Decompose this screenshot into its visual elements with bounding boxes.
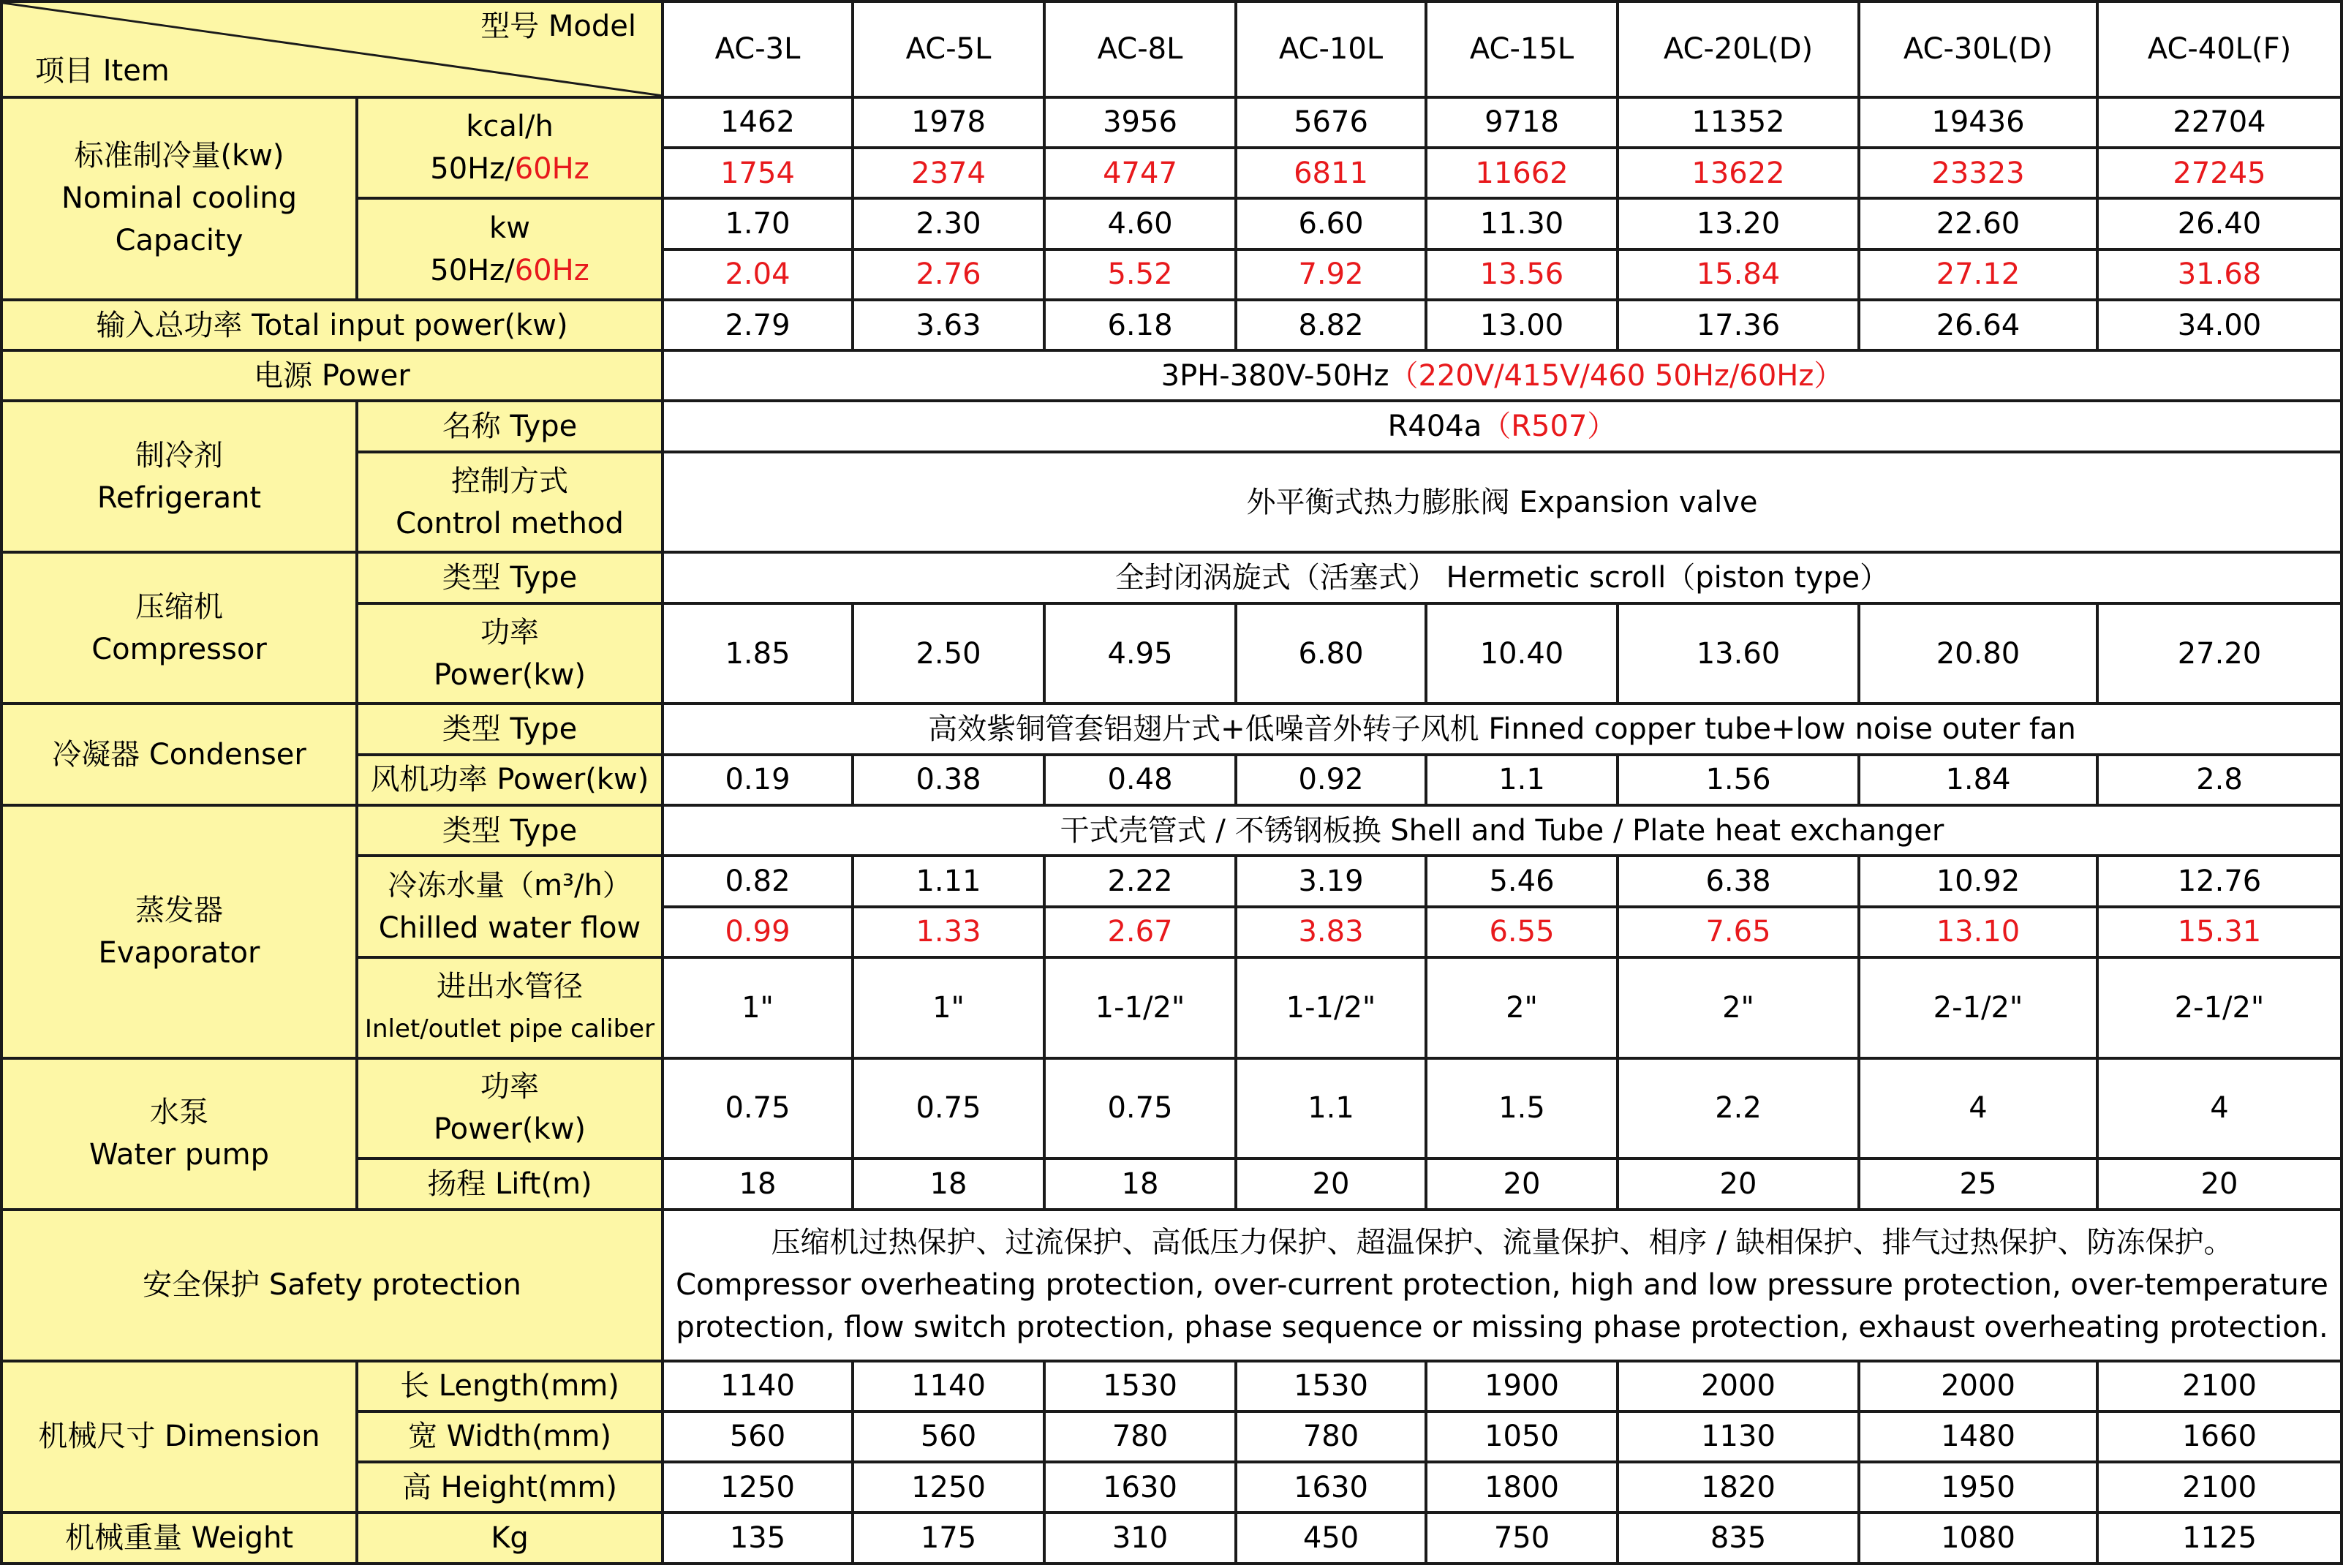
model-header-label: 型号 Model [480,10,636,43]
table-cell: 6.60 [1236,198,1426,249]
table-cell: 2-1/2" [2097,957,2342,1058]
weight-unit: Kg [357,1512,663,1564]
table-cell: 1" [663,957,853,1058]
table-cell: 2.67 [1044,907,1236,957]
table-cell: 1.84 [1859,755,2097,805]
condenser-label: 冷凝器 Condenser [1,704,357,805]
table-cell: 8.82 [1236,300,1426,350]
safety-label: 安全保护 Safety protection [1,1210,663,1361]
table-cell: 1660 [2097,1411,2342,1462]
table-cell: 23323 [1859,148,2097,198]
kw-unit-label: kw 50Hz/60Hz [357,198,663,300]
table-cell: 6.80 [1236,603,1426,704]
table-cell: 6.38 [1618,856,1859,906]
table-cell: 2.2 [1618,1058,1859,1159]
table-cell: 1820 [1618,1462,1859,1512]
table-cell: 20 [1618,1158,1859,1209]
table-cell: 2" [1426,957,1618,1058]
table-cell: 1140 [663,1361,853,1411]
table-cell: 780 [1044,1411,1236,1462]
table-cell: 3.19 [1236,856,1426,906]
table-cell: 13.00 [1426,300,1618,350]
power-value: 3PH-380V-50Hz（220V/415V/460 50Hz/60Hz） [663,350,2342,401]
table-cell: 2.8 [2097,755,2342,805]
table-cell: 1-1/2" [1044,957,1236,1058]
table-cell: 10.40 [1426,603,1618,704]
table-cell: 0.92 [1236,755,1426,805]
fan-power-label: 风机功率 Power(kw) [357,755,663,805]
table-cell: 1530 [1044,1361,1236,1411]
table-cell: 835 [1618,1512,1859,1564]
table-cell: 560 [663,1411,853,1462]
table-cell: 7.65 [1618,907,1859,957]
model-cell: AC-3L [663,1,853,97]
table-cell: 2-1/2" [1859,957,2097,1058]
kcal-unit-label: kcal/h 50Hz/60Hz [357,97,663,199]
table-cell: 20 [1236,1158,1426,1209]
model-cell: AC-40L(F) [2097,1,2342,97]
table-cell: 2.79 [663,300,853,350]
table-cell: 3.63 [853,300,1044,350]
table-cell: 1.33 [853,907,1044,957]
water-pump-label: 水泵 Water pump [1,1058,357,1210]
table-cell: 13622 [1618,148,1859,198]
table-cell: 1250 [663,1462,853,1512]
height-label: 高 Height(mm) [357,1462,663,1512]
table-cell: 27.12 [1859,249,2097,300]
compressor-power-label: 功率 Power(kw) [357,603,663,704]
table-cell: 1480 [1859,1411,2097,1462]
model-cell: AC-8L [1044,1,1236,97]
table-cell: 2.04 [663,249,853,300]
table-cell: 26.40 [2097,198,2342,249]
item-header-label: 项目 Item [35,53,170,88]
compressor-label: 压缩机 Compressor [1,552,357,704]
table-cell: 3956 [1044,97,1236,148]
model-cell: AC-15L [1426,1,1618,97]
table-cell: 2100 [2097,1361,2342,1411]
table-cell: 1050 [1426,1411,1618,1462]
table-cell: 1-1/2" [1236,957,1426,1058]
table-cell: 10.92 [1859,856,2097,906]
compressor-type-label: 类型 Type [357,552,663,603]
table-cell: 6811 [1236,148,1426,198]
power-row [1,350,2342,401]
control-method-label: 控制方式 Control method [357,452,663,553]
table-cell: 12.76 [2097,856,2342,906]
table-cell: 26.64 [1859,300,2097,350]
table-cell: 0.19 [663,755,853,805]
table-cell: 2" [1618,957,1859,1058]
refrigerant-label: 制冷剂 Refrigerant [1,401,357,552]
pipe-caliber-label: 进出水管径 Inlet/outlet pipe caliber [357,957,663,1058]
condenser-type-row [1,704,2342,754]
table-cell: 7.92 [1236,249,1426,300]
table-cell: 2.22 [1044,856,1236,906]
dimension-label: 机械尺寸 Dimension [1,1361,357,1513]
safety-value: 压缩机过热保护、过流保护、高低压力保护、超温保护、流量保护、相序 / 缺相保护、排气过热保护、防冻保护。 Compressor overheating protection, over-current protection, high and low pressure protection, over-temperature protection, flow switch protection, phase sequence or missing phase protection, exhaust overheating protection. [663,1210,2342,1361]
table-cell: 13.60 [1618,603,1859,704]
table-cell: 22704 [2097,97,2342,148]
table-cell: 9718 [1426,97,1618,148]
control-method-value: 外平衡式热力膨胀阀 Expansion valve [663,452,2342,553]
input-power-row [1,300,2342,350]
table-cell: 1" [853,957,1044,1058]
model-cell: AC-10L [1236,1,1426,97]
table-cell: 750 [1426,1512,1618,1564]
table-cell: 1125 [2097,1512,2342,1564]
model-cell: AC-20L(D) [1618,1,1859,97]
length-row [1,1361,2342,1411]
table-cell: 1900 [1426,1361,1618,1411]
table-cell: 6.55 [1426,907,1618,957]
table-cell: 1.56 [1618,755,1859,805]
table-cell: 1.70 [663,198,853,249]
power-label: 电源 Power [1,350,663,401]
table-cell: 11.30 [1426,198,1618,249]
table-cell: 15.84 [1618,249,1859,300]
table-cell: 780 [1236,1411,1426,1462]
table-cell: 2100 [2097,1462,2342,1512]
table-cell: 34.00 [2097,300,2342,350]
table-cell: 4 [2097,1058,2342,1159]
width-label: 宽 Width(mm) [357,1411,663,1462]
refrigerant-type-row [1,401,2342,451]
model-cell: AC-5L [853,1,1044,97]
table-cell: 1800 [1426,1462,1618,1512]
table-cell: 13.10 [1859,907,2097,957]
table-cell: 1140 [853,1361,1044,1411]
compressor-type-row [1,552,2342,603]
table-cell: 1.5 [1426,1058,1618,1159]
table-cell: 1130 [1618,1411,1859,1462]
table-cell: 11352 [1618,97,1859,148]
evaporator-label: 蒸发器 Evaporator [1,805,357,1058]
table-cell: 17.36 [1618,300,1859,350]
table-cell: 13.56 [1426,249,1618,300]
table-cell: 2000 [1618,1361,1859,1411]
cooling-capacity-label: 标准制冷量(kw) Nominal cooling Capacity [1,97,357,300]
length-label: 长 Length(mm) [357,1361,663,1411]
model-cell: AC-30L(D) [1859,1,2097,97]
table-cell: 4747 [1044,148,1236,198]
table-cell: 27.20 [2097,603,2342,704]
weight-label: 机械重量 Weight [1,1512,357,1564]
table-cell: 175 [853,1512,1044,1564]
table-cell: 20.80 [1859,603,2097,704]
refrigerant-type-value: R404a（R507） [663,401,2342,451]
table-cell: 20 [2097,1158,2342,1209]
table-cell: 135 [663,1512,853,1564]
weight-row [1,1512,2342,1564]
table-cell: 4.95 [1044,603,1236,704]
pump-power-label: 功率 Power(kw) [357,1058,663,1159]
table-cell: 11662 [1426,148,1618,198]
table-cell: 13.20 [1618,198,1859,249]
table-cell: 2.30 [853,198,1044,249]
condenser-type-value: 高效紫铜管套铝翅片式+低噪音外转子风机 Finned copper tube+low noise outer fan [663,704,2342,754]
table-cell: 2000 [1859,1361,2097,1411]
chilled-water-flow-label: 冷冻水量（m³/h） Chilled water flow [357,856,663,957]
table-cell: 0.75 [663,1058,853,1159]
table-cell: 5.52 [1044,249,1236,300]
table-cell: 450 [1236,1512,1426,1564]
table-cell: 1250 [853,1462,1044,1512]
table-cell: 25 [1859,1158,2097,1209]
table-cell: 0.38 [853,755,1044,805]
table-cell: 2.50 [853,603,1044,704]
pump-power-row [1,1058,2342,1159]
table-cell: 0.99 [663,907,853,957]
cooling-kcal-50-row [1,97,2342,148]
table-cell: 310 [1044,1512,1236,1564]
table-cell: 0.75 [853,1058,1044,1159]
table-cell: 5.46 [1426,856,1618,906]
table-cell: 19436 [1859,97,2097,148]
refrigerant-type-label: 名称 Type [357,401,663,451]
table-cell: 1630 [1044,1462,1236,1512]
table-cell: 1.1 [1236,1058,1426,1159]
table-cell: 0.82 [663,856,853,906]
evaporator-type-value: 干式壳管式 / 不锈钢板换 Shell and Tube / Plate heat exchanger [663,805,2342,856]
header-corner-cell [1,1,663,97]
table-cell: 560 [853,1411,1044,1462]
table-cell: 20 [1426,1158,1618,1209]
table-cell: 27245 [2097,148,2342,198]
table-cell: 0.75 [1044,1058,1236,1159]
table-cell: 1.85 [663,603,853,704]
table-cell: 2.76 [853,249,1044,300]
table-cell: 18 [1044,1158,1236,1209]
table-cell: 0.48 [1044,755,1236,805]
table-cell: 6.18 [1044,300,1236,350]
table-cell: 15.31 [2097,907,2342,957]
table-cell: 1.1 [1426,755,1618,805]
table-cell: 22.60 [1859,198,2097,249]
table-cell: 5676 [1236,97,1426,148]
lift-label: 扬程 Lift(m) [357,1158,663,1209]
table-cell: 1.11 [853,856,1044,906]
table-cell: 1630 [1236,1462,1426,1512]
table-cell: 1462 [663,97,853,148]
table-cell: 18 [853,1158,1044,1209]
compressor-type-value: 全封闭涡旋式（活塞式） Hermetic scroll（piston type） [663,552,2342,603]
table-cell: 2374 [853,148,1044,198]
input-power-label: 输入总功率 Total input power(kw) [1,300,663,350]
table-cell: 1950 [1859,1462,2097,1512]
table-cell: 3.83 [1236,907,1426,957]
condenser-type-label: 类型 Type [357,704,663,754]
table-cell: 1754 [663,148,853,198]
table-cell: 31.68 [2097,249,2342,300]
header-row [1,1,2342,97]
evaporator-type-row [1,805,2342,856]
safety-row [1,1210,2342,1361]
table-cell: 1080 [1859,1512,2097,1564]
evaporator-type-label: 类型 Type [357,805,663,856]
table-cell: 4.60 [1044,198,1236,249]
table-cell: 1530 [1236,1361,1426,1411]
table-cell: 18 [663,1158,853,1209]
table-cell: 1978 [853,97,1044,148]
table-cell: 4 [1859,1058,2097,1159]
